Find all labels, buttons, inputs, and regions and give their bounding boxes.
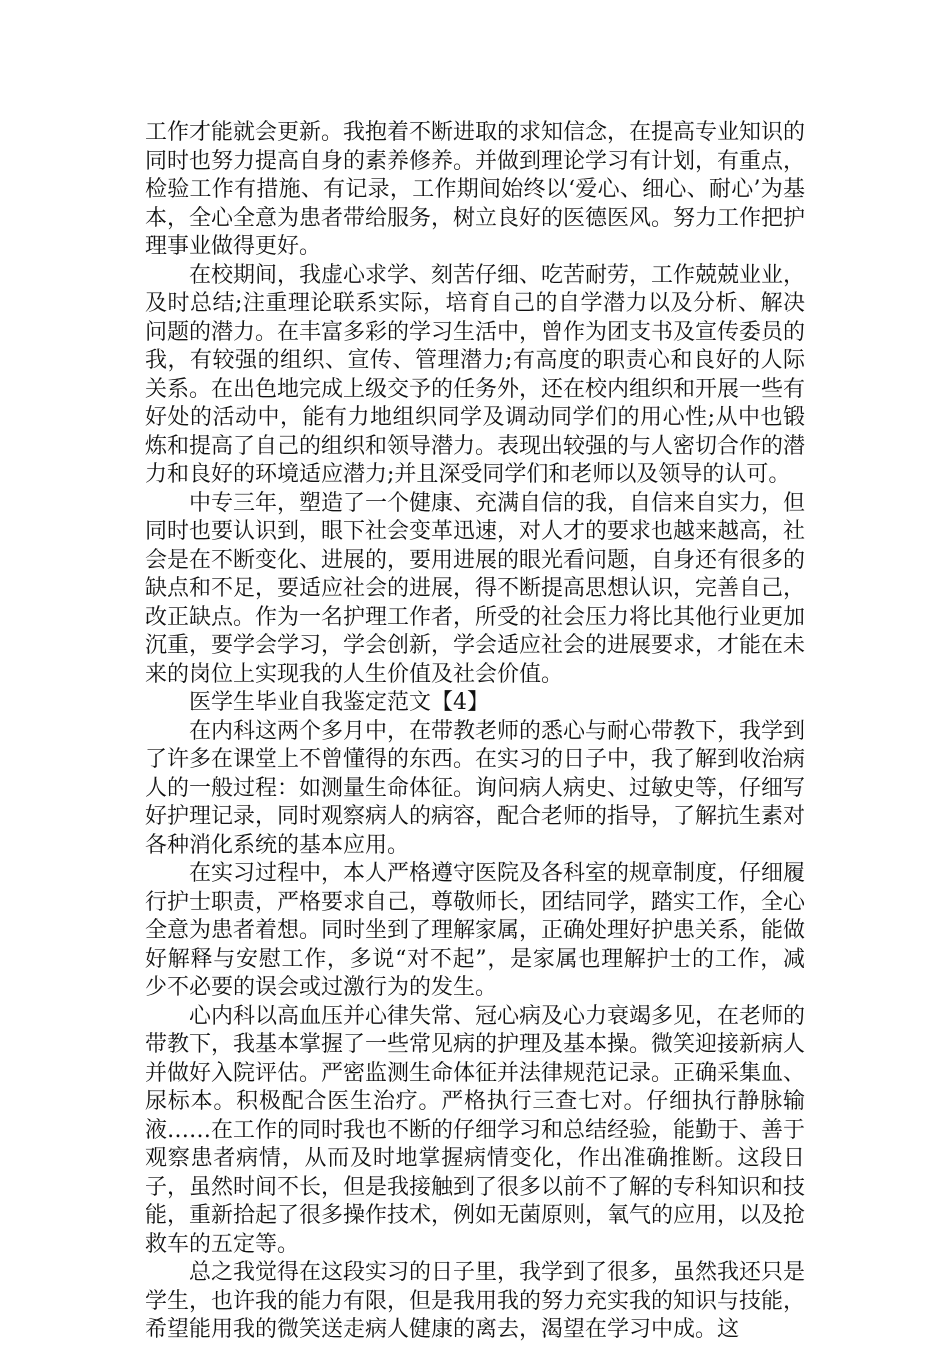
paragraph-internal-medicine: 在内科这两个多月中，在带教老师的悉心与耐心带教下，我学到了许多在课堂上不曾懂得的东西。在实习的日子中，我了解到收治病人的一般过程：如测量生命体征。询问病人病史、过敏史等，仔细写好护理记录，同时观察病人的病容，配合老师的指导，了解抗生素对各种消化系统的基本应用。	[145, 718, 806, 858]
paragraph-summary: 总之我觉得在这段实习的日子里，我学到了很多，虽然我还只是学生，也许我的能力有限，但是我用我的努力充实我的知识与技能，希望能用我的微笑送走病人健康的离去，渴望在学习中成。这	[145, 1260, 806, 1342]
paragraph-school-period: 在校期间，我虚心求学、刻苦仔细、吃苦耐劳，工作兢兢业业，及时总结;注重理论联系实际，培育自己的自学潜力以及分析、解决问题的潜力。在丰富多彩的学习生活中，曾作为团支书及宣传委员的我，有较强的组织、宣传、管理潜力;有高度的职责心和良好的人际关系。在出色地完成上级交予的任务外，还在校内组织和开展一些有好处的活动中，能有力地组织同学及调动同学们的用心性;从中也锻炼和提高了自己的组织和领导潜力。表现出较强的与人密切合作的潜力和良好的环境适应潜力;并且深受同学们和老师以及领导的认可。	[145, 262, 806, 487]
document-page	[145, 119, 805, 1345]
section-heading: 医学生毕业自我鉴定范文【4】	[189, 690, 489, 715]
paragraph-three-years: 中专三年，塑造了一个健康、充满自信的我，自信来自实力，但同时也要认识到，眼下社会变革迅速，对人才的要求也越来越高，社会是在不断变化、进展的，要用进展的眼光看问题，自身还有很多的缺点和不足，要适应社会的进展，得不断提高思想认识，完善自己，改正缺点。作为一名护理工作者，所受的社会压力将比其他行业更加沉重，要学会学习，学会创新，学会适应社会的进展要求，才能在未来的岗位上实现我的人生价值及社会价值。	[145, 490, 806, 687]
paragraph-cardiology: 心内科以高血压并心律失常、冠心病及心力衰竭多见，在老师的带教下，我基本掌握了一些常见病的护理及基本操。微笑迎接新病人并做好入院评估。严密监测生命体征并法律规范记录。正确采集血、尿标本。积极配合医生治疗。严格执行三查七对。仔细执行静脉输液……在工作的同时我也不断的仔细学习和总结经验，能勤于、善于观察患者病情，从而及时地掌握病情变化，作出准确推断。这段日子，虽然时间不长，但是我接触到了很多以前不了解的专科知识和技能，重新拾起了很多操作技术，例如无菌原则，氧气的应用，以及抢救车的五定等。	[145, 1003, 806, 1257]
paragraph-continued: 工作才能就会更新。我抱着不断进取的求知信念，在提高专业知识的同时也努力提高自身的素养修养。并做到理论学习有计划，有重点，检验工作有措施、有记录，工作期间始终以‘爱心、细心、耐心’为基本，全心全意为患者带给服务，树立良好的医德医风。努力工作把护理事业做得更好。	[145, 120, 806, 259]
paragraph-internship-process: 在实习过程中，本人严格遵守医院及各科室的规章制度，仔细履行护士职责，严格要求自己，尊敬师长，团结同学，踏实工作，全心全意为患者着想。同时坐到了理解家属，正确处理好护患关系，能做好解释与安慰工作，多说“对不起”，是家属也理解护士的工作，减少不必要的误会或过激行为的发生。	[145, 861, 806, 1000]
